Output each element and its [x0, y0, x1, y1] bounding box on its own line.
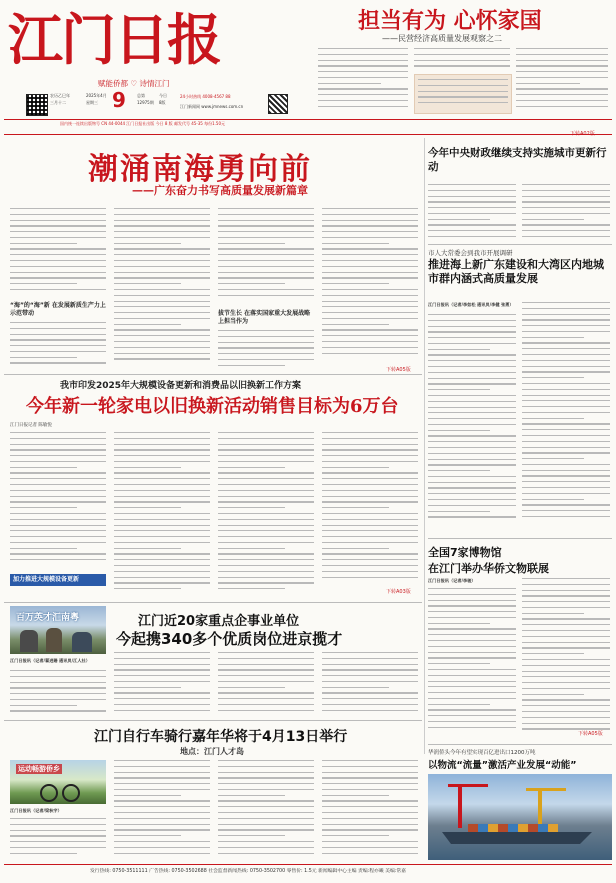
jobs-dateline: 江门日报讯（记者/翟进珊 通讯员/江人社） [10, 658, 90, 663]
consumer-see-more[interactable]: 下转A03版 [386, 589, 411, 595]
bicycle-icon-2 [62, 784, 80, 802]
website: 江门新闻网 www.jmnews.com.cn [180, 104, 244, 109]
jobs-photo [10, 606, 106, 654]
issue-total: 总第 12975期 今日 8版 [137, 93, 167, 105]
lead-section-1: “海”的“海”新 在发展新质生产力上示范带动 [10, 302, 106, 317]
jobs-subtitle: 今起携340多个优质岗位进京揽才 [116, 630, 343, 648]
lead-article [4, 140, 422, 372]
cycling-photo [10, 760, 106, 804]
cycling-article [4, 724, 422, 862]
consumer-related-label[interactable]: 加力推进大规模设备更新 [10, 574, 106, 586]
banner-article [318, 4, 612, 116]
port-article [428, 748, 612, 862]
port-title: 以物流“流量”激活产业发展“动能” [428, 760, 577, 771]
national-article [428, 140, 612, 240]
ship-icon [442, 832, 592, 844]
masthead-rule [4, 119, 612, 120]
bicycle-icon [40, 784, 58, 802]
lead-see-more[interactable]: 下转A05版 [386, 367, 411, 373]
issue-number: 9 [112, 88, 126, 112]
qr-code-icon [26, 94, 48, 116]
consumer-kicker: 我市印发2025年大规模设备更新和消费品以旧换新工作方案 [60, 381, 302, 391]
banner-subtitle: ——民营经济高质量发展观察之二 [382, 34, 502, 43]
banner-inset [414, 74, 512, 114]
consumer-title: 今年新一轮家电以旧换新活动销售目标为6万台 [26, 396, 399, 417]
policy-article [428, 248, 612, 536]
cycling-dateline: 江门日报讯（记者/梁秋宇） [10, 808, 62, 813]
banner-title: 担当有为 心怀家国 [358, 8, 542, 34]
jobs-photo-caption: 百万英才汇南粤 [16, 613, 80, 623]
jobs-title: 江门近20家重点企事业单位 [138, 614, 300, 629]
qr-code-icon-2 [268, 94, 288, 114]
museum-see-more[interactable]: 下转A05版 [578, 731, 603, 737]
national-title: 今年中央财政继续支持实施城市更新行动 [428, 147, 607, 173]
museum-dateline: 江门日报讯（记者/李骏） [428, 578, 476, 583]
date-box: 农历乙巳年 三月十二 2025年4月 星期三 9 [50, 88, 126, 112]
consumer-article [4, 378, 422, 600]
footer-line: 发行热线: 0750-3511111 广告热线: 0750-3502688 社会监督新闻热线: 0750-3502700 零售价: 1.5元 新闻编辑中心主编 责编:程亦曦 美编:常嘉 [90, 869, 406, 874]
jobs-article [4, 606, 422, 718]
crane-icon [458, 784, 462, 828]
masthead-slogan: 赋能侨都 ♡ 诗情江门 [98, 79, 170, 88]
lead-subtitle: ——广东奋力书写高质量发展新篇章 [132, 184, 308, 197]
museum-article [428, 542, 612, 742]
cycling-photo-caption: 运动畅游侨乡 [18, 765, 60, 773]
policy-title: 推进海上新广东建设和大湾区内地城市群内涵式高质量发展 [428, 258, 604, 285]
lead-section-2: 拔节生长 在落实国家重大发展战略上担当作为 [218, 310, 311, 325]
policy-dateline: 江门日报讯（记者/李如松 通讯员/李健 张勇） [428, 302, 514, 307]
consumer-byline: 江门日报记者 陈敏悦 [10, 423, 52, 428]
crane-icon-2 [538, 788, 542, 828]
hotline: 24小时热线 4008-4567 88 [180, 94, 231, 99]
museum-title: 全国7家博物馆 [428, 546, 502, 559]
museum-subtitle: 在江门举办华侨文物联展 [428, 562, 549, 575]
port-photo [428, 774, 612, 860]
cycling-title: 江门自行车骑行嘉年华将于4月13日举行 [94, 729, 348, 745]
policy-kicker: 市人大常委会到我市开展调研 [428, 249, 513, 257]
port-caption: 华润侨头今年有望实现百亿进出口1200万吨 [428, 750, 536, 756]
cycling-subtitle: 地点：江门人才岛 [180, 747, 244, 756]
publication-line: 国内统一连续出版物号 CN 44-0044 江门日报社出版 今日 8 版 邮发代号 45-35 每份1.50元 [60, 121, 226, 126]
lead-title: 潮涌南海勇向前 [88, 152, 312, 187]
newspaper-logo: 江门日报 [8, 7, 221, 72]
